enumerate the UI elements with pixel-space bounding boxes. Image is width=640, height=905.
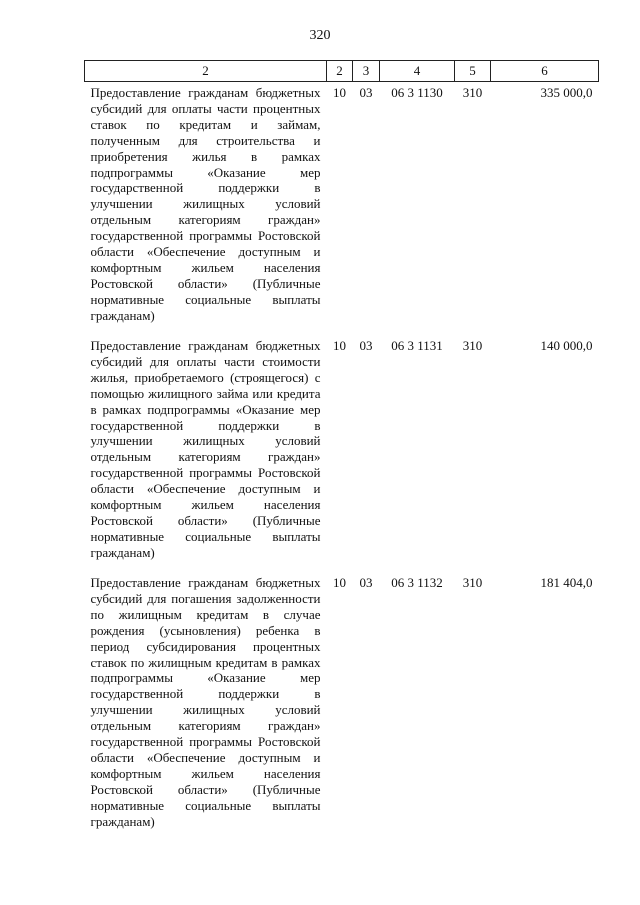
column-header-target-code: 4	[380, 61, 455, 82]
table-row	[85, 572, 599, 855]
row-subsection-code: 03	[359, 85, 373, 100]
budget-table	[84, 60, 599, 855]
column-header-subsection: 3	[353, 61, 380, 82]
row-subsection-code: 03	[359, 338, 373, 353]
row-section-code: 10	[333, 575, 346, 590]
row-amount: 335 000,0	[540, 85, 593, 100]
table-header-row	[85, 61, 599, 82]
row-target-code: 06 3 1132	[391, 575, 443, 590]
column-header-description: 2	[85, 61, 327, 82]
row-section-code: 10	[333, 85, 346, 100]
row-section-code: 10	[333, 338, 346, 353]
column-header-expense-type: 5	[455, 61, 491, 82]
row-amount: 140 000,0	[540, 338, 593, 353]
table-row	[85, 82, 599, 336]
row-amount: 181 404,0	[540, 575, 593, 590]
table-row	[85, 335, 599, 572]
row-description: Предоставление гражданам бюджетных субсидий для оплаты части процентных ставок по кредитам и займам, полученным для строительства и приобретения жилья в рамках подпрограммы «Оказание мер государственной поддержки в улучшении жилищных условий отдельным категориям граждан» государственной программы Ростовской области «Обеспечение доступным и комфортным жильем населения Ростовской области» (Публичные нормативные социальные выплаты гражданам)	[90, 85, 321, 323]
row-target-code: 06 3 1130	[391, 85, 443, 100]
row-expense-type: 310	[462, 575, 483, 590]
row-subsection-code: 03	[359, 575, 373, 590]
row-target-code: 06 3 1131	[391, 338, 443, 353]
row-expense-type: 310	[462, 85, 483, 100]
column-header-amount: 6	[491, 61, 599, 82]
column-header-section: 2	[327, 61, 353, 82]
row-expense-type: 310	[462, 338, 483, 353]
row-description: Предоставление гражданам бюджетных субсидий для погашения задолженности по жилищным кредитам в случае рождения (усыновления) ребенка в период субсидирования процентных ставок по жилищным кредитам в рамках подпрограммы «Оказание мер государственной поддержки в улучшении жилищных условий отдельным категориям граждан» государственной программы Ростовской области «Обеспечение доступным и комфортным жильем населения Ростовской области» (Публичные нормативные социальные выплаты гражданам)	[90, 575, 321, 829]
row-description: Предоставление гражданам бюджетных субсидий для оплаты части стоимости жилья, приобретаемого (строящегося) с помощью жилищного займа или кредита в рамках подпрограммы «Оказание мер государственной поддержки в улучшении жилищных условий отдельным категориям граждан» государственной программы Ростовской области «Обеспечение доступным и комфортным жильем населения Ростовской области» (Публичные нормативные социальные выплаты гражданам)	[90, 338, 321, 560]
page-number: 320	[309, 28, 331, 43]
